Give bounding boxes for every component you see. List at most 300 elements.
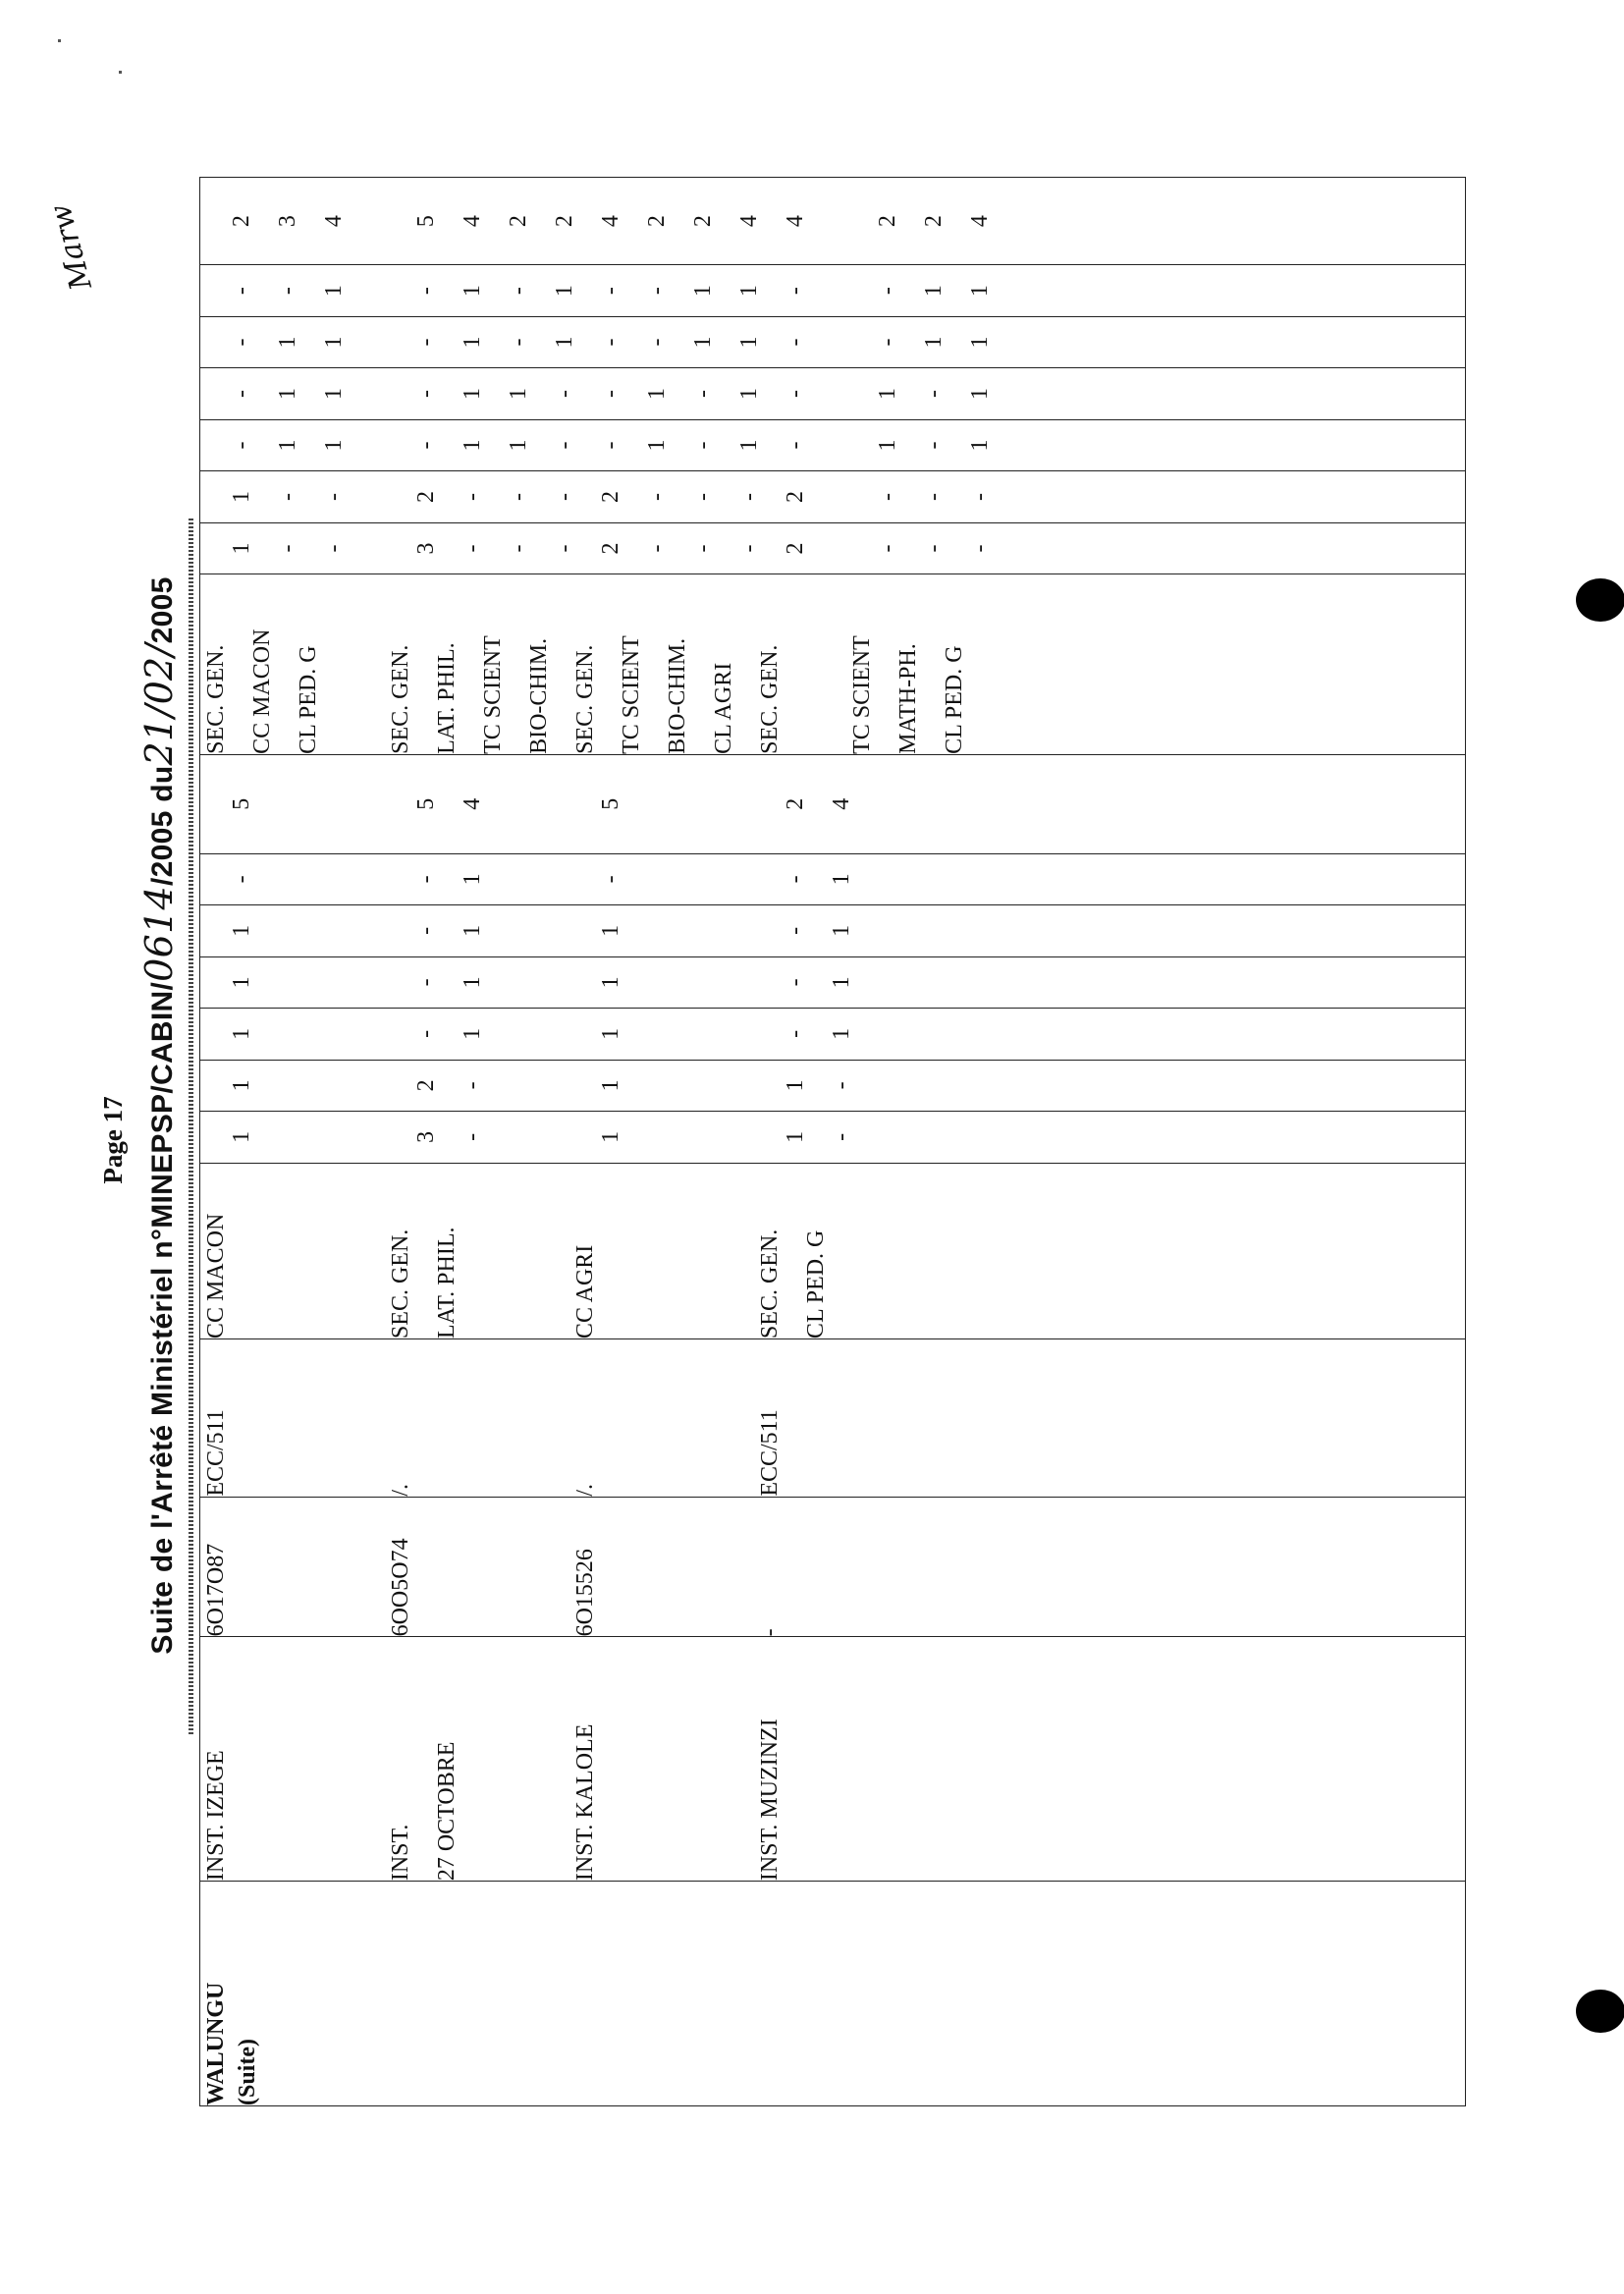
class-count: -	[413, 875, 439, 884]
option-label-b: SEC. GEN.	[388, 644, 413, 754]
class-count-b: 1	[736, 285, 762, 298]
class-count-b: 1	[875, 388, 900, 401]
class-count	[549, 957, 595, 1008]
option-total: 5	[598, 797, 623, 810]
arrete-date: 21/02/	[137, 643, 181, 766]
class-count-b: -	[506, 287, 531, 296]
class-count	[641, 854, 687, 904]
option-total-b: 4	[598, 215, 623, 228]
class-count: 1	[783, 1130, 808, 1143]
class-count	[318, 1112, 364, 1162]
class-count-b: -	[598, 390, 623, 399]
institution-name	[246, 1637, 293, 1881]
class-count-b: 1	[875, 439, 900, 452]
class-count-b: 1	[506, 439, 531, 452]
options-column	[200, 1163, 1466, 1338]
option-label-b: TC SCIENT	[480, 635, 506, 754]
class-count	[272, 854, 318, 904]
school-code: 6OO5O74	[388, 1538, 413, 1637]
class-count-b: -	[690, 390, 716, 399]
option-label-b	[339, 574, 385, 754]
punch-hole-right	[1576, 578, 1624, 622]
option-total: 4	[829, 797, 854, 810]
institution-name	[708, 1637, 754, 1881]
class-count	[733, 905, 780, 956]
class-count: -	[783, 978, 808, 987]
title-prefix: Suite de l'Arrêté Ministériel n°MINEPSP/CABIN/	[146, 981, 179, 1655]
class-count-b: -	[967, 544, 993, 553]
class-count: -	[460, 1132, 485, 1141]
class-count	[687, 1112, 733, 1162]
reference-number	[431, 1339, 477, 1497]
class-count-b: -	[644, 287, 670, 296]
school-code: -	[757, 1628, 783, 1637]
class-count	[918, 1009, 964, 1059]
class-count-b: -	[875, 287, 900, 296]
class-count	[318, 1061, 364, 1111]
institution-name: INST. KALOLE	[572, 1723, 598, 1882]
class-count-b: -	[275, 287, 300, 296]
class-count-b: 1	[967, 336, 993, 349]
option-total-b: 2	[921, 215, 947, 228]
class-count	[503, 1061, 549, 1111]
reference-number	[939, 1339, 985, 1497]
class-count-b: 2	[598, 491, 623, 503]
class-count-b: -	[875, 544, 900, 553]
total-column	[200, 754, 1466, 853]
option-total-b	[364, 178, 410, 264]
class-count-b: -	[506, 544, 531, 553]
scan-speck	[119, 71, 122, 74]
option-label	[846, 1164, 893, 1338]
class-count	[503, 1112, 549, 1162]
class-count-b: -	[644, 338, 670, 347]
class-count-b: 1	[736, 336, 762, 349]
class-count	[733, 1061, 780, 1111]
institution-name	[893, 1637, 939, 1881]
title-underline	[189, 517, 193, 1734]
class-count-b	[826, 317, 872, 367]
school-code: 6O15526	[572, 1549, 598, 1637]
class-column-b-4	[200, 368, 1466, 419]
class-count	[549, 854, 595, 904]
class-count	[641, 1112, 687, 1162]
class-count	[918, 957, 964, 1008]
class-count-b	[364, 471, 410, 521]
class-count: 1	[598, 976, 623, 989]
school-code	[800, 1498, 846, 1637]
reference-column	[200, 1339, 1466, 1498]
school-code	[293, 1498, 339, 1637]
class-count	[964, 1009, 1010, 1059]
class-count-b: -	[921, 441, 947, 450]
class-count: -	[783, 875, 808, 884]
class-count: 1	[598, 1027, 623, 1040]
class-count	[641, 1061, 687, 1111]
option-label	[662, 1164, 708, 1338]
scan-speck	[58, 39, 61, 42]
class-count-b	[364, 368, 410, 418]
option-label: CL PED. G	[803, 1229, 829, 1339]
class-count-b: 1	[460, 285, 485, 298]
institution-column	[200, 1637, 1466, 1882]
class-count: 3	[413, 1130, 439, 1143]
class-count: 1	[598, 1130, 623, 1143]
arrete-number: 0614	[137, 885, 181, 982]
class-count-b	[826, 420, 872, 470]
option-total: 5	[413, 797, 439, 810]
option-total	[549, 755, 595, 853]
handwritten-initials: Marw	[43, 200, 99, 295]
class-count: 1	[229, 1079, 254, 1092]
total-column-b	[200, 178, 1466, 265]
class-count-b: -	[275, 544, 300, 553]
option-label	[523, 1164, 569, 1338]
class-count-b: 2	[413, 491, 439, 503]
class-count-b: -	[506, 493, 531, 501]
class-count-b: -	[598, 287, 623, 296]
institution-name	[800, 1637, 846, 1881]
option-label	[477, 1164, 523, 1338]
code-column	[200, 1497, 1466, 1637]
class-count	[687, 1061, 733, 1111]
class-count: 1	[598, 924, 623, 937]
class-column-1	[200, 1112, 1466, 1163]
school-code: 6O17O87	[203, 1543, 229, 1637]
class-count-b: 1	[321, 439, 347, 452]
class-count-b: -	[229, 338, 254, 347]
option-label-b: BIO-CHIM.	[526, 637, 552, 754]
class-count: 1	[829, 976, 854, 989]
reference-number	[708, 1339, 754, 1497]
class-count-b: -	[413, 287, 439, 296]
option-label: SEC. GEN.	[757, 1229, 783, 1339]
option-total	[964, 755, 1010, 853]
class-count: -	[413, 926, 439, 935]
class-count-b: 1	[321, 336, 347, 349]
class-count-b: 1	[460, 439, 485, 452]
option-label: LAT. PHIL.	[434, 1227, 460, 1339]
class-count-b: -	[321, 493, 347, 501]
class-count-b: -	[736, 544, 762, 553]
region-note: (Suite)	[235, 2039, 261, 2105]
class-count	[364, 854, 410, 904]
class-count-b: -	[921, 390, 947, 399]
class-count-b: 1	[552, 285, 577, 298]
class-count	[872, 905, 918, 956]
class-count	[733, 1009, 780, 1059]
option-label-b: MATH-PH.	[895, 643, 921, 754]
class-count	[549, 1009, 595, 1059]
institution-name	[339, 1637, 385, 1881]
option-label	[293, 1164, 339, 1338]
class-count: 1	[460, 924, 485, 937]
reference-number	[662, 1339, 708, 1497]
class-column-b-5	[200, 316, 1466, 367]
class-count	[364, 1061, 410, 1111]
class-count: -	[229, 875, 254, 884]
class-count-b: -	[967, 493, 993, 501]
option-total-b	[826, 178, 872, 264]
class-count-b: 1	[644, 388, 670, 401]
option-total-b: 4	[736, 215, 762, 228]
option-label: CC MACON	[203, 1213, 229, 1339]
class-column-3	[200, 1009, 1466, 1060]
option-label-b: CL PED. G	[942, 645, 967, 754]
class-count: 1	[829, 1027, 854, 1040]
class-column-5	[200, 905, 1466, 956]
class-count	[549, 1061, 595, 1111]
class-count	[964, 1061, 1010, 1111]
class-count	[733, 1112, 780, 1162]
school-code	[431, 1498, 477, 1637]
class-count-b: 1	[690, 336, 716, 349]
reference-number	[616, 1339, 662, 1497]
class-count-b: -	[552, 390, 577, 399]
class-count	[733, 957, 780, 1008]
region-cell	[200, 1882, 1466, 2106]
class-count-b: 1	[552, 336, 577, 349]
class-count-b: -	[783, 338, 808, 347]
option-label	[939, 1164, 985, 1338]
class-count-b: -	[644, 544, 670, 553]
institution-name: 27 OCTOBRE	[434, 1741, 460, 1882]
class-count	[641, 957, 687, 1008]
reference-number: /.	[572, 1483, 598, 1497]
class-count: 1	[829, 924, 854, 937]
option-total	[272, 755, 318, 853]
option-label	[616, 1164, 662, 1338]
class-count: 1	[783, 1079, 808, 1092]
option-total-b: 2	[644, 215, 670, 228]
class-count	[364, 905, 410, 956]
class-count-b: 1	[921, 336, 947, 349]
option-label-b	[800, 574, 846, 754]
class-count	[272, 1112, 318, 1162]
option-label	[339, 1164, 385, 1338]
class-count	[918, 1112, 964, 1162]
class-count	[503, 957, 549, 1008]
class-count	[364, 957, 410, 1008]
class-count	[872, 1009, 918, 1059]
reference-number: ECC/511	[757, 1409, 783, 1497]
class-count	[641, 1009, 687, 1059]
option-total	[918, 755, 964, 853]
class-count	[272, 957, 318, 1008]
class-count-b: -	[921, 493, 947, 501]
institution-name	[293, 1637, 339, 1881]
class-count-b	[826, 368, 872, 418]
class-count: -	[829, 1081, 854, 1090]
school-code	[662, 1498, 708, 1637]
page-number: Page 17	[98, 1096, 128, 1184]
class-count: -	[460, 1081, 485, 1090]
option-label: SEC. GEN.	[388, 1229, 413, 1339]
class-count-b	[364, 523, 410, 574]
class-count-b	[826, 265, 872, 315]
institution-name	[477, 1637, 523, 1881]
class-count-b: -	[229, 390, 254, 399]
class-count-b: 1	[229, 542, 254, 555]
class-count-b: 1	[460, 388, 485, 401]
class-count-b: -	[598, 338, 623, 347]
option-label-b: CL AGRI	[711, 662, 736, 754]
class-count-b: 1	[275, 336, 300, 349]
option-label: CC AGRI	[572, 1244, 598, 1339]
class-column-b-3	[200, 419, 1466, 470]
class-count: -	[783, 1029, 808, 1038]
school-code	[477, 1498, 523, 1637]
class-count-b: 1	[321, 388, 347, 401]
class-count: 1	[460, 1027, 485, 1040]
class-count-b: -	[690, 493, 716, 501]
class-count	[318, 905, 364, 956]
class-count-b: 1	[967, 388, 993, 401]
class-count	[687, 957, 733, 1008]
class-count-b: 1	[736, 439, 762, 452]
reference-number	[523, 1339, 569, 1497]
class-count	[641, 905, 687, 956]
class-count	[318, 854, 364, 904]
school-code	[846, 1498, 893, 1637]
class-count: -	[413, 978, 439, 987]
class-count-b	[826, 523, 872, 574]
class-count	[272, 1061, 318, 1111]
class-column-b-1	[200, 522, 1466, 574]
class-count-b: 1	[690, 285, 716, 298]
option-label	[893, 1164, 939, 1338]
class-column-b-2	[200, 471, 1466, 522]
class-count-b: 1	[275, 388, 300, 401]
class-count: 1	[460, 873, 485, 886]
class-count-b: 1	[460, 336, 485, 349]
class-count-b: 1	[921, 285, 947, 298]
class-count-b: -	[875, 493, 900, 501]
school-code	[523, 1498, 569, 1637]
option-total-b: 4	[321, 215, 347, 228]
class-count	[872, 1112, 918, 1162]
class-count-b: -	[690, 441, 716, 450]
institution-name	[939, 1637, 985, 1881]
class-count-b: 1	[644, 439, 670, 452]
option-label-b: CC MACON	[249, 628, 275, 754]
school-code	[339, 1498, 385, 1637]
class-count: -	[783, 926, 808, 935]
option-total-b: 4	[967, 215, 993, 228]
class-count-b	[364, 265, 410, 315]
class-count: 1	[460, 976, 485, 989]
class-count-b: 2	[783, 491, 808, 503]
class-count	[364, 1009, 410, 1059]
class-count-b: -	[321, 544, 347, 553]
class-count	[918, 905, 964, 956]
option-total	[687, 755, 733, 853]
option-label-b: BIO-CHIM.	[665, 637, 690, 754]
option-total: 5	[229, 797, 254, 810]
institution-name: INST.	[388, 1824, 413, 1882]
class-count: 1	[829, 873, 854, 886]
reference-number	[800, 1339, 846, 1497]
class-count-b: 2	[783, 542, 808, 555]
institution-name	[523, 1637, 569, 1881]
class-count-b: -	[783, 441, 808, 450]
option-total-b: 2	[229, 215, 254, 228]
options-column-b	[200, 574, 1466, 755]
class-count-b: -	[413, 441, 439, 450]
school-code	[246, 1498, 293, 1637]
schools-table	[199, 177, 1466, 2106]
reference-number	[846, 1339, 893, 1497]
class-count-b: -	[552, 544, 577, 553]
class-count	[687, 905, 733, 956]
class-count	[687, 1009, 733, 1059]
option-label-b: SEC. GEN.	[572, 644, 598, 754]
option-total	[872, 755, 918, 853]
class-column-2	[200, 1060, 1466, 1111]
class-count	[872, 854, 918, 904]
class-count-b	[364, 420, 410, 470]
class-count	[872, 1061, 918, 1111]
option-total-b: 2	[506, 215, 531, 228]
class-count: -	[413, 1029, 439, 1038]
class-count	[918, 854, 964, 904]
class-count-b: -	[921, 544, 947, 553]
option-total-b: 3	[275, 215, 300, 228]
option-total-b: 4	[460, 215, 485, 228]
option-total	[364, 755, 410, 853]
option-label	[246, 1164, 293, 1338]
class-count-b: -	[598, 441, 623, 450]
class-count	[964, 957, 1010, 1008]
option-total-b: 2	[875, 215, 900, 228]
class-count-b: -	[229, 287, 254, 296]
option-total	[641, 755, 687, 853]
class-count: 1	[229, 976, 254, 989]
institution-name	[616, 1637, 662, 1881]
class-count-b: -	[736, 493, 762, 501]
class-count-b: -	[783, 287, 808, 296]
class-count: 1	[598, 1079, 623, 1092]
class-count-b: -	[875, 338, 900, 347]
class-count	[733, 854, 780, 904]
school-code	[708, 1498, 754, 1637]
option-label-b: CL PED. G	[296, 645, 321, 754]
class-count-b: 1	[229, 491, 254, 503]
class-count-b: 1	[967, 439, 993, 452]
class-column-6	[200, 853, 1466, 904]
document-title	[137, 487, 181, 1744]
class-column-b-6	[200, 265, 1466, 316]
option-total	[733, 755, 780, 853]
class-count	[503, 854, 549, 904]
class-count	[964, 905, 1010, 956]
institution-name: INST. IZEGE	[203, 1750, 229, 1882]
class-count	[318, 1009, 364, 1059]
school-code	[616, 1498, 662, 1637]
class-count: -	[598, 875, 623, 884]
class-count-b: 3	[413, 542, 439, 555]
punch-hole-left	[1576, 1990, 1624, 2033]
class-count-b: -	[690, 544, 716, 553]
class-count-b: -	[229, 441, 254, 450]
class-count: 1	[229, 1130, 254, 1143]
reference-number: /.	[388, 1483, 413, 1497]
option-total: 2	[783, 797, 808, 810]
class-count	[549, 905, 595, 956]
option-label-b: TC SCIENT	[849, 635, 875, 754]
reference-number: ECC/511	[203, 1409, 229, 1497]
option-total-b: 5	[413, 215, 439, 228]
